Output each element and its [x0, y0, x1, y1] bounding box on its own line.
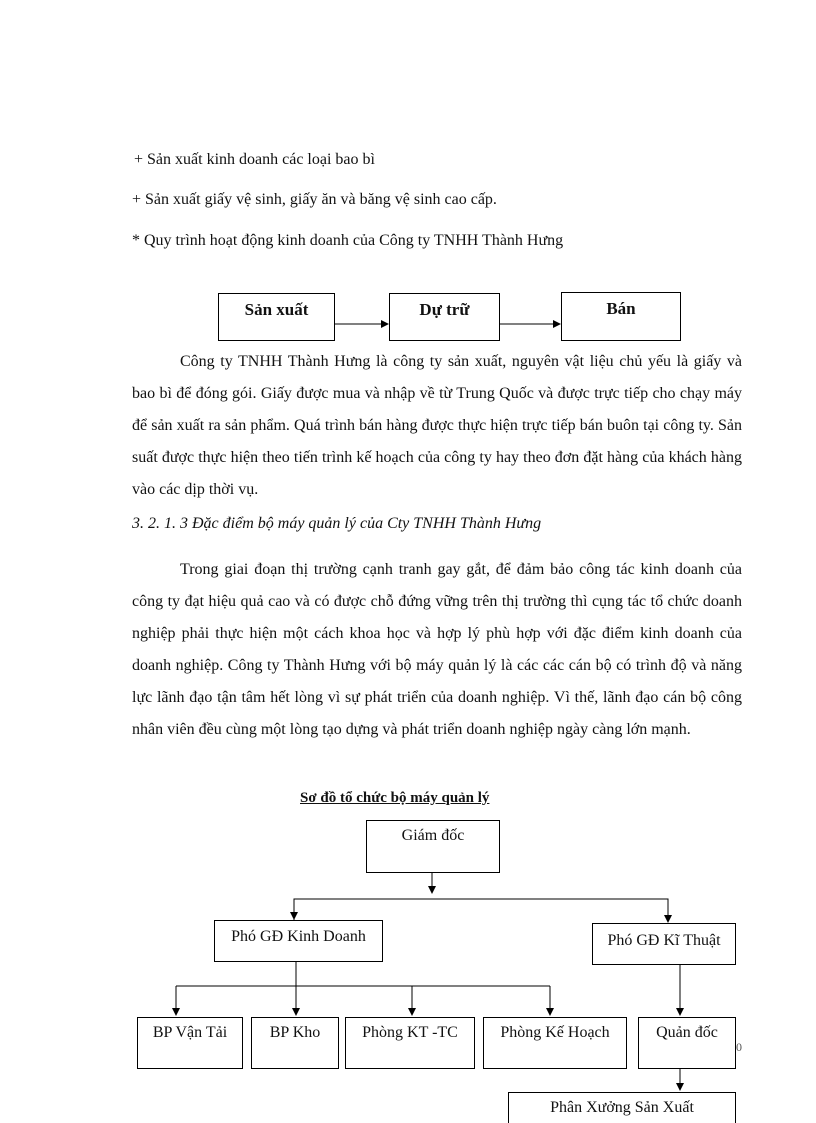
org-dept-accounting: Phòng KT -TC	[345, 1017, 475, 1069]
org-chart-title: Sơ đồ tổ chức bộ máy quản lý	[300, 790, 490, 806]
bullet-packaging: + Sản xuất kinh doanh các loại bao bì	[134, 151, 375, 168]
org-dept-warehouse: BP Kho	[251, 1017, 339, 1069]
org-dept-planning: Phòng Kế Hoạch	[483, 1017, 627, 1069]
flow-step-production: Sản xuất	[218, 293, 335, 341]
section-heading: 3. 2. 1. 3 Đặc điểm bộ máy quản lý của Cty TNHH Thành Hưng	[132, 515, 542, 532]
org-dept-transport: BP Vận Tải	[137, 1017, 243, 1069]
org-foreman: Quản đốc	[638, 1017, 736, 1069]
org-deputy-tech: Phó GĐ Kĩ Thuật	[592, 923, 736, 965]
org-director: Giám đốc	[366, 820, 500, 873]
page-mark: 0	[736, 1040, 742, 1054]
org-workshop: Phân Xưởng Sản Xuất	[508, 1092, 736, 1123]
paragraph-management	[132, 554, 742, 746]
bullet-process-title: * Quy trình hoạt động kinh doanh của Công ty TNHH Thành Hưng	[132, 232, 564, 249]
flow-step-storage: Dự trữ	[389, 293, 500, 341]
paragraph-company-intro-text: Công ty TNHH Thành Hưng là công ty sản xuất, nguyên vật liệu chủ yếu là giấy và bao bì để đóng gói. Giấy được mua và nhập về từ Trung Quốc và được trực tiếp cho chạy máy để sản xuất ra sản phẩm. Quá trình bán hàng được thực hiện trực tiếp bán buôn tại công ty. Sản suất được thực hiện theo tiến trình kế hoạch của công ty hay theo đơn đặt hàng của khách hàng vào các dịp thời vụ.	[132, 353, 742, 498]
org-deputy-business: Phó GĐ Kinh Doanh	[214, 920, 383, 962]
flow-step-sales: Bán	[561, 292, 681, 341]
paragraph-company-intro	[132, 346, 742, 506]
paragraph-management-text: Trong giai đoạn thị trường cạnh tranh gay gắt, để đảm bảo công tác kinh doanh của công ty đạt hiệu quả cao và có được chỗ đứng vững trên thị trường thì cụng tác tổ chức doanh nghiệp phải thực hiện một cách khoa học và hợp lý phù hợp với đặc điểm kinh doanh của doanh nghiệp. Công ty Thành Hưng với bộ máy quản lý là các các cán bộ có trình độ và năng lực lãnh đạo tận tâm hết lòng vì sự phát triển của doanh nghiệp. Vì thế, lãnh đạo cán bộ công nhân viên đều cùng một lòng tạo dựng và phát triển doanh nghiệp ngày càng lớn mạnh.	[132, 561, 742, 738]
bullet-paper-products: + Sản xuất giấy vệ sinh, giấy ăn và băng vệ sinh cao cấp.	[132, 191, 497, 208]
